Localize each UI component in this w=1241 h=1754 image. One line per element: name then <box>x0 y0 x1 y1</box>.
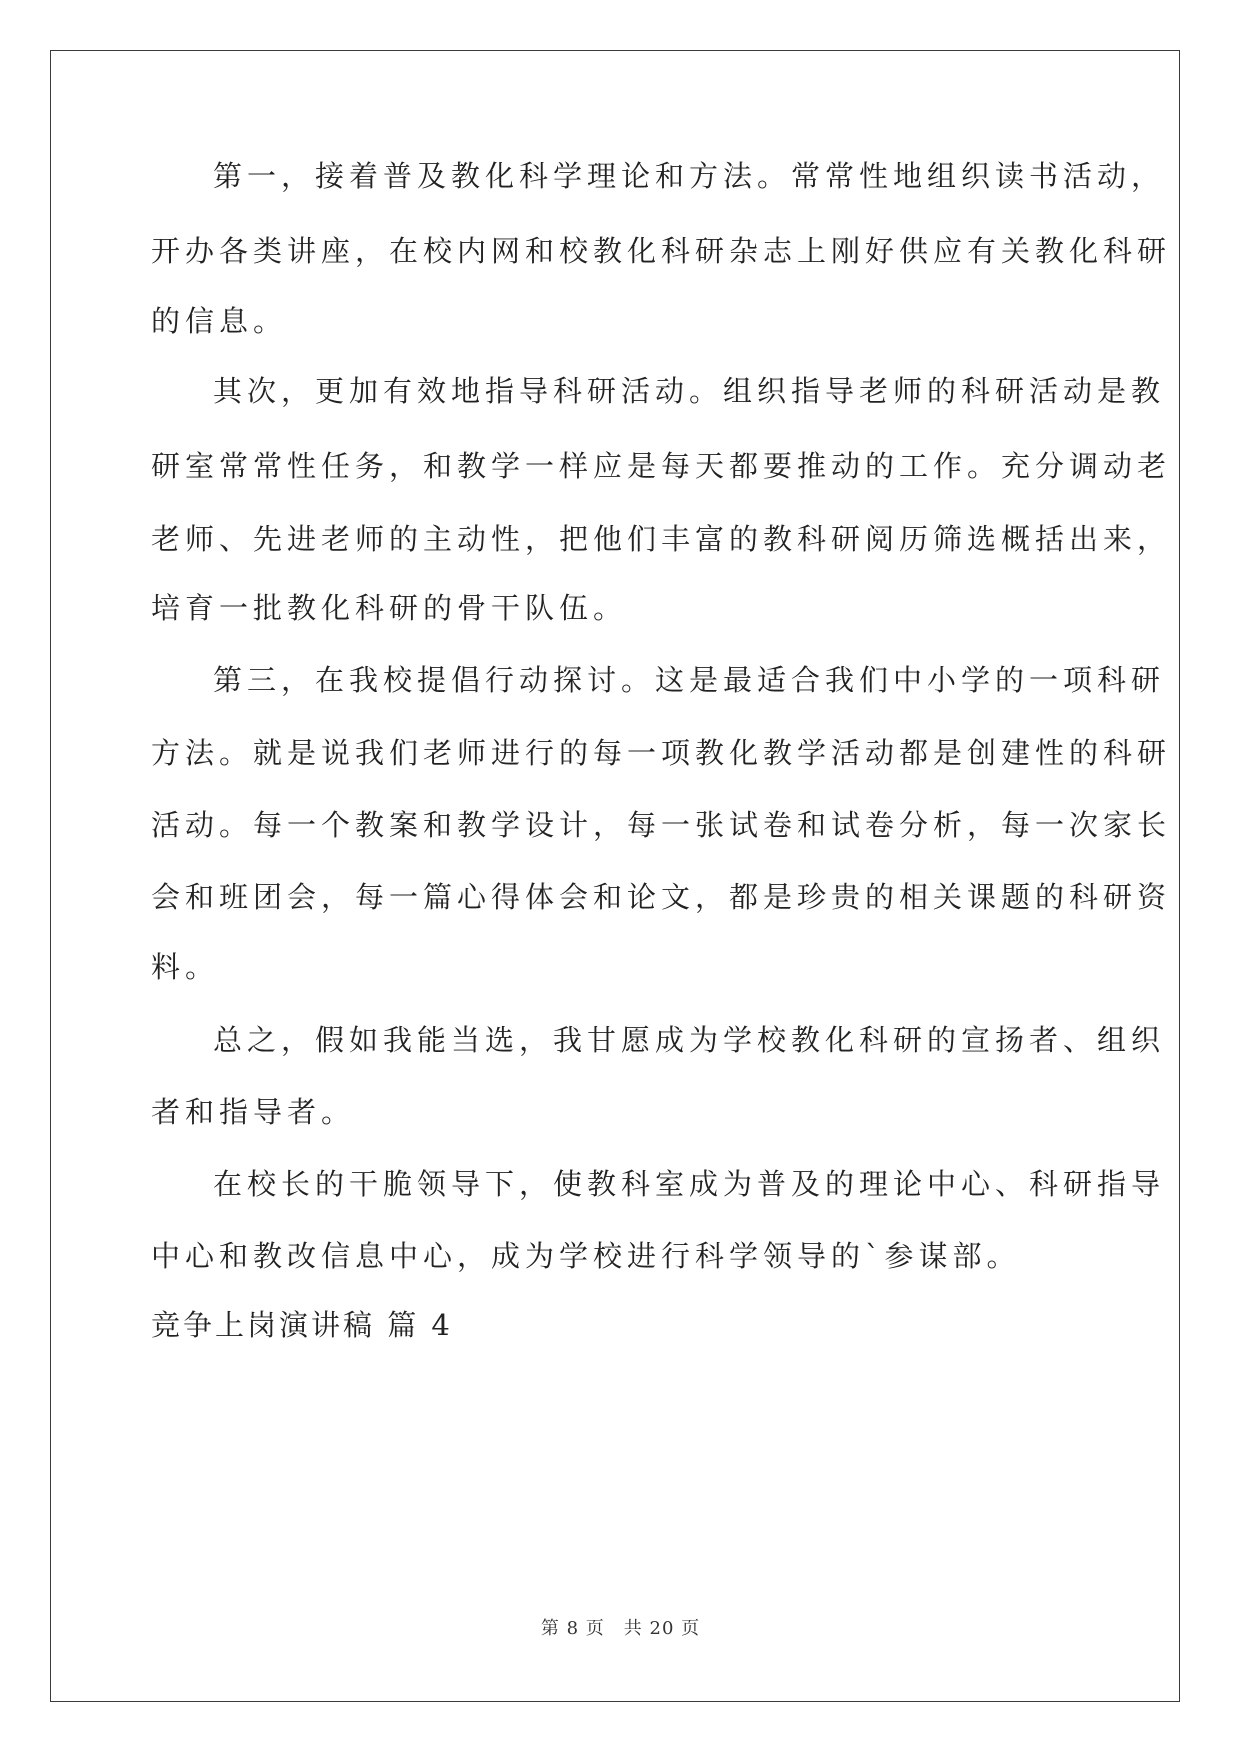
paragraph-5-line-1: 在校长的干脆领导下，使教科室成为普及的理论中心、科研指导 <box>213 1167 1166 1201</box>
paragraph-3-line-1: 第三，在我校提倡行动探讨。这是最适合我们中小学的一项科研 <box>213 663 1166 697</box>
paragraph-3-line-2: 方法。就是说我们老师进行的每一项教化教学活动都是创建性的科研 <box>151 736 1172 770</box>
paragraph-5-line-2: 中心和教改信息中心，成为学校进行科学领导的`参谋部。 <box>151 1239 1021 1273</box>
section-heading: 竞争上岗演讲稿 篇 4 <box>151 1308 453 1342</box>
paragraph-2-line-1: 其次，更加有效地指导科研活动。组织指导老师的科研活动是教 <box>213 374 1166 408</box>
page-border <box>50 50 1180 1702</box>
paragraph-4-line-1: 总之，假如我能当选，我甘愿成为学校教化科研的宣扬者、组织 <box>213 1023 1166 1057</box>
paragraph-1-line-2: 开办各类讲座，在校内网和校教化科研杂志上刚好供应有关教化科研 <box>151 234 1172 268</box>
page-number-footer: 第 8 页 共 20 页 <box>540 1618 701 1639</box>
paragraph-2-line-4: 培育一批教化科研的骨干队伍。 <box>151 591 628 625</box>
paragraph-3-line-5: 料。 <box>151 950 220 984</box>
paragraph-2-line-3: 老师、先进老师的主动性，把他们丰富的教科研阅历筛选概括出来， <box>151 522 1172 556</box>
paragraph-3-line-4: 会和班团会，每一篇心得体会和论文，都是珍贵的相关课题的科研资 <box>151 880 1172 914</box>
paragraph-1-line-3: 的信息。 <box>151 304 288 338</box>
paragraph-3-line-3: 活动。每一个教案和教学设计，每一张试卷和试卷分析，每一次家长 <box>151 808 1172 842</box>
paragraph-4-line-2: 者和指导者。 <box>151 1095 356 1129</box>
paragraph-2-line-2: 研室常常性任务，和教学一样应是每天都要推动的工作。充分调动老 <box>151 449 1172 483</box>
paragraph-1-line-1: 第一，接着普及教化科学理论和方法。常常性地组织读书活动， <box>213 159 1166 193</box>
